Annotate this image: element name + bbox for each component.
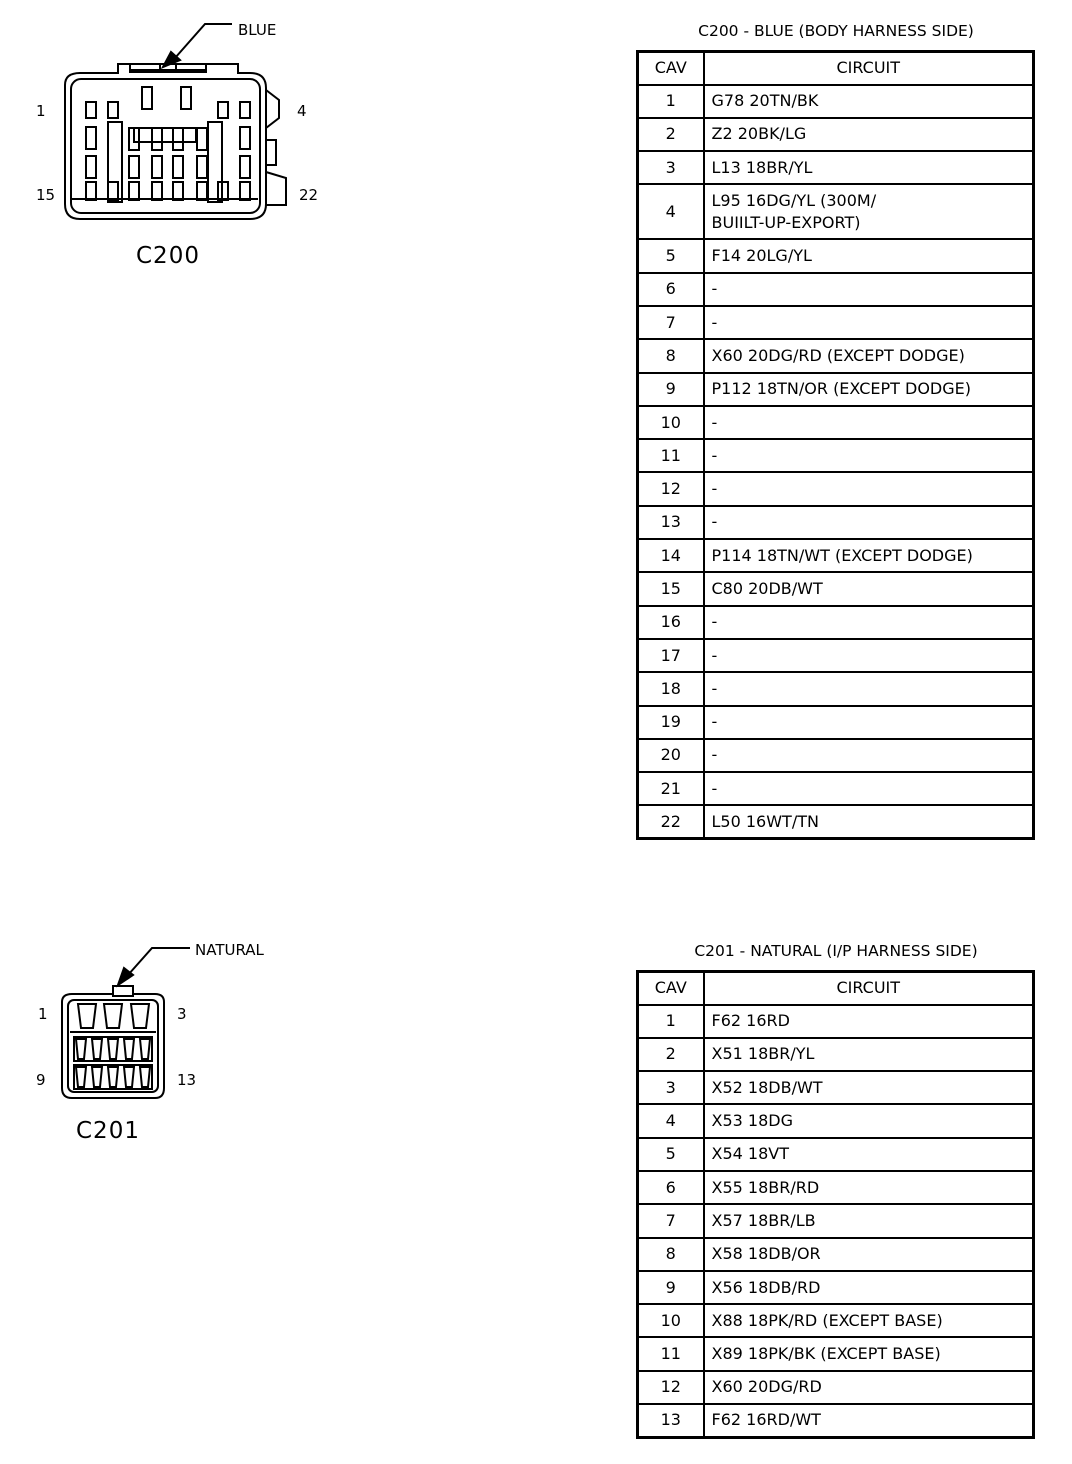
circuit-text: X51 18BR/YL: [711, 1044, 815, 1064]
c200-leader-line: [175, 24, 232, 58]
cav-cell: 3: [638, 151, 704, 184]
table-row: [638, 1138, 1034, 1171]
circuit-cell: [704, 306, 1034, 339]
circuit-text: X58 18DB/OR: [711, 1244, 821, 1264]
circuit-cell: [704, 1071, 1034, 1104]
table-row: [638, 672, 1034, 705]
circuit-cell: [704, 805, 1034, 838]
cav-cell: 11: [638, 439, 704, 472]
cav-cell: 13: [638, 506, 704, 539]
cav-cell: 2: [638, 1038, 704, 1071]
circuit-cell: [704, 706, 1034, 739]
cav-cell: 18: [638, 672, 704, 705]
circuit-cell: [704, 739, 1034, 772]
circuit-text-line2: BUIILT-UP-EXPORT): [711, 212, 861, 232]
cav-cell: 4: [638, 1104, 704, 1137]
c200-pin-label-4: 4: [297, 102, 307, 120]
circuit-text: X55 18BR/RD: [711, 1177, 820, 1197]
cav-cell: 1: [638, 85, 704, 118]
table-row: [638, 472, 1034, 505]
circuit-cell: [704, 373, 1034, 406]
table-row: [638, 273, 1034, 306]
circuit-text: L95 16DG/YL (300M/: [711, 190, 877, 210]
c201-connector-name: C201: [76, 1118, 140, 1144]
table-row: [638, 506, 1034, 539]
cav-cell: 8: [638, 339, 704, 372]
circuit-text: X88 18PK/RD (EXCEPT BASE): [711, 1310, 943, 1330]
circuit-cell: [704, 772, 1034, 805]
cav-header: CAV: [638, 972, 704, 1005]
circuit-text: X60 20DG/RD: [711, 1377, 822, 1397]
circuit-text: F14 20LG/YL: [711, 246, 812, 266]
c201-lock-tab: [113, 986, 133, 996]
circuit-cell: [704, 1171, 1034, 1204]
circuit-cell: [704, 539, 1034, 572]
circuit-cell: [704, 1138, 1034, 1171]
circuit-text: -: [711, 512, 718, 532]
circuit-cell: [704, 572, 1034, 605]
circuit-text: -: [711, 612, 718, 632]
cav-cell: 7: [638, 306, 704, 339]
circuit-cell: [704, 273, 1034, 306]
circuit-cell: [704, 1238, 1034, 1271]
circuit-text: F62 16RD: [711, 1011, 790, 1031]
circuit-text: X54 18VT: [711, 1144, 789, 1164]
circuit-text: L13 18BR/YL: [711, 157, 813, 177]
cav-cell: 16: [638, 606, 704, 639]
circuit-text: -: [711, 279, 718, 299]
table-header-row: [638, 52, 1034, 85]
circuit-cell: [704, 406, 1034, 439]
cav-cell: 22: [638, 805, 704, 838]
cav-cell: 14: [638, 539, 704, 572]
table-row: [638, 1304, 1034, 1337]
circuit-cell: [704, 85, 1034, 118]
cav-cell: 21: [638, 772, 704, 805]
circuit-text: -: [711, 312, 718, 332]
circuit-text: F62 16RD/WT: [711, 1410, 821, 1430]
circuit-text: L50 16WT/TN: [711, 811, 819, 831]
table-row: [638, 1371, 1034, 1404]
cav-cell: 11: [638, 1337, 704, 1370]
c200-pin-label-22: 22: [299, 186, 319, 204]
circuit-header: CIRCUIT: [704, 972, 1034, 1005]
circuit-cell: [704, 239, 1034, 272]
circuit-cell: [704, 1304, 1034, 1337]
c201-leader-line: [128, 948, 190, 975]
cav-cell: 12: [638, 1371, 704, 1404]
table-row: [638, 339, 1034, 372]
circuit-cell: [704, 1038, 1034, 1071]
circuit-text: -: [711, 778, 718, 798]
table-row: [638, 239, 1034, 272]
cav-cell: 20: [638, 739, 704, 772]
table-row: [638, 1238, 1034, 1271]
c201-inner-rim: [68, 1000, 158, 1092]
table-row: [638, 1171, 1034, 1204]
c201-pin-label-9: 9: [36, 1071, 46, 1089]
circuit-text: X60 20DG/RD (EXCEPT DODGE): [711, 345, 965, 365]
cav-cell: 4: [638, 184, 704, 239]
cav-cell: 8: [638, 1238, 704, 1271]
c200-cavities: [72, 102, 258, 200]
table-row: [638, 1071, 1034, 1104]
c200-connector-diagram: [0, 0, 340, 280]
cav-header: CAV: [638, 52, 704, 85]
c201-pin-label-13: 13: [177, 1071, 197, 1089]
table-row: [638, 1104, 1034, 1137]
c201-pin-label-3: 3: [177, 1005, 187, 1023]
table-row: [638, 1204, 1034, 1237]
circuit-text: G78 20TN/BK: [711, 91, 819, 111]
circuit-cell: [704, 1104, 1034, 1137]
table-row: [638, 739, 1034, 772]
circuit-text: X52 18DB/WT: [711, 1077, 823, 1097]
circuit-text: -: [711, 412, 718, 432]
cav-cell: 6: [638, 1171, 704, 1204]
circuit-text: P112 18TN/OR (EXCEPT DODGE): [711, 379, 971, 399]
table-row: [638, 706, 1034, 739]
circuit-cell: [704, 606, 1034, 639]
c200-connector-name: C200: [136, 243, 200, 269]
circuit-cell: [704, 1337, 1034, 1370]
table-row: [638, 1271, 1034, 1304]
cav-cell: 2: [638, 118, 704, 151]
table-row: [638, 606, 1034, 639]
c200-table-title: C200 - BLUE (BODY HARNESS SIDE): [698, 22, 974, 40]
circuit-cell: [704, 1204, 1034, 1237]
circuit-cell: [704, 339, 1034, 372]
cav-cell: 10: [638, 1304, 704, 1337]
table-row: [638, 1038, 1034, 1071]
table-row: [638, 151, 1034, 184]
c201-pinout-table: [636, 970, 1035, 1439]
circuit-text: Z2 20BK/LG: [711, 124, 807, 144]
table-row: [638, 639, 1034, 672]
table-row: [638, 406, 1034, 439]
cav-cell: 3: [638, 1071, 704, 1104]
table-row: [638, 1404, 1034, 1437]
table-row: [638, 118, 1034, 151]
circuit-text: P114 18TN/WT (EXCEPT DODGE): [711, 545, 973, 565]
table-row: [638, 373, 1034, 406]
cav-cell: 19: [638, 706, 704, 739]
c200-pinout-table: [636, 50, 1035, 840]
c201-table-title: C201 - NATURAL (I/P HARNESS SIDE): [694, 942, 978, 960]
cav-cell: 9: [638, 1271, 704, 1304]
circuit-cell: [704, 184, 1034, 239]
circuit-text: -: [711, 645, 718, 665]
c200-pin-label-15: 15: [36, 186, 56, 204]
circuit-text: -: [711, 445, 718, 465]
table-row: [638, 772, 1034, 805]
circuit-cell: [704, 1371, 1034, 1404]
cav-cell: 17: [638, 639, 704, 672]
circuit-cell: [704, 506, 1034, 539]
table-row: [638, 1005, 1034, 1038]
circuit-cell: [704, 1271, 1034, 1304]
table-row: [638, 572, 1034, 605]
circuit-text: -: [711, 745, 718, 765]
circuit-text: X89 18PK/BK (EXCEPT BASE): [711, 1344, 941, 1364]
c200-pin-label-1: 1: [36, 102, 46, 120]
circuit-cell: [704, 439, 1034, 472]
circuit-text: X56 18DB/RD: [711, 1277, 821, 1297]
table-header-row: [638, 972, 1034, 1005]
c200-color-label: BLUE: [238, 21, 277, 39]
circuit-text: -: [711, 479, 718, 499]
circuit-text: -: [711, 712, 718, 732]
cav-cell: 10: [638, 406, 704, 439]
table-row: [638, 805, 1034, 838]
circuit-cell: [704, 1005, 1034, 1038]
circuit-cell: [704, 672, 1034, 705]
circuit-cell: [704, 151, 1034, 184]
table-row: [638, 85, 1034, 118]
table-row: [638, 184, 1034, 239]
table-row: [638, 306, 1034, 339]
table-row: [638, 439, 1034, 472]
cav-cell: 7: [638, 1204, 704, 1237]
table-row: [638, 539, 1034, 572]
circuit-text: C80 20DB/WT: [711, 579, 823, 598]
circuit-cell: [704, 1404, 1034, 1437]
circuit-cell: [704, 639, 1034, 672]
c201-pin-label-1: 1: [38, 1005, 48, 1023]
c200-inner-rim: [71, 79, 260, 213]
circuit-text: X53 18DG: [711, 1111, 793, 1131]
table-row: [638, 1337, 1034, 1370]
circuit-cell: [704, 118, 1034, 151]
circuit-cell: [704, 472, 1034, 505]
cav-cell: 6: [638, 273, 704, 306]
cav-cell: 5: [638, 239, 704, 272]
cav-cell: 9: [638, 373, 704, 406]
cav-cell: 12: [638, 472, 704, 505]
c201-cavities: [70, 1004, 156, 1089]
cav-cell: 5: [638, 1138, 704, 1171]
c201-connector-diagram: [0, 930, 300, 1150]
circuit-text: X57 18BR/LB: [711, 1210, 816, 1230]
c201-color-label: NATURAL: [195, 941, 264, 959]
cav-cell: 15: [638, 572, 704, 605]
cav-cell: 13: [638, 1404, 704, 1437]
circuit-header: CIRCUIT: [704, 52, 1034, 85]
circuit-text: -: [711, 678, 718, 698]
cav-cell: 1: [638, 1005, 704, 1038]
